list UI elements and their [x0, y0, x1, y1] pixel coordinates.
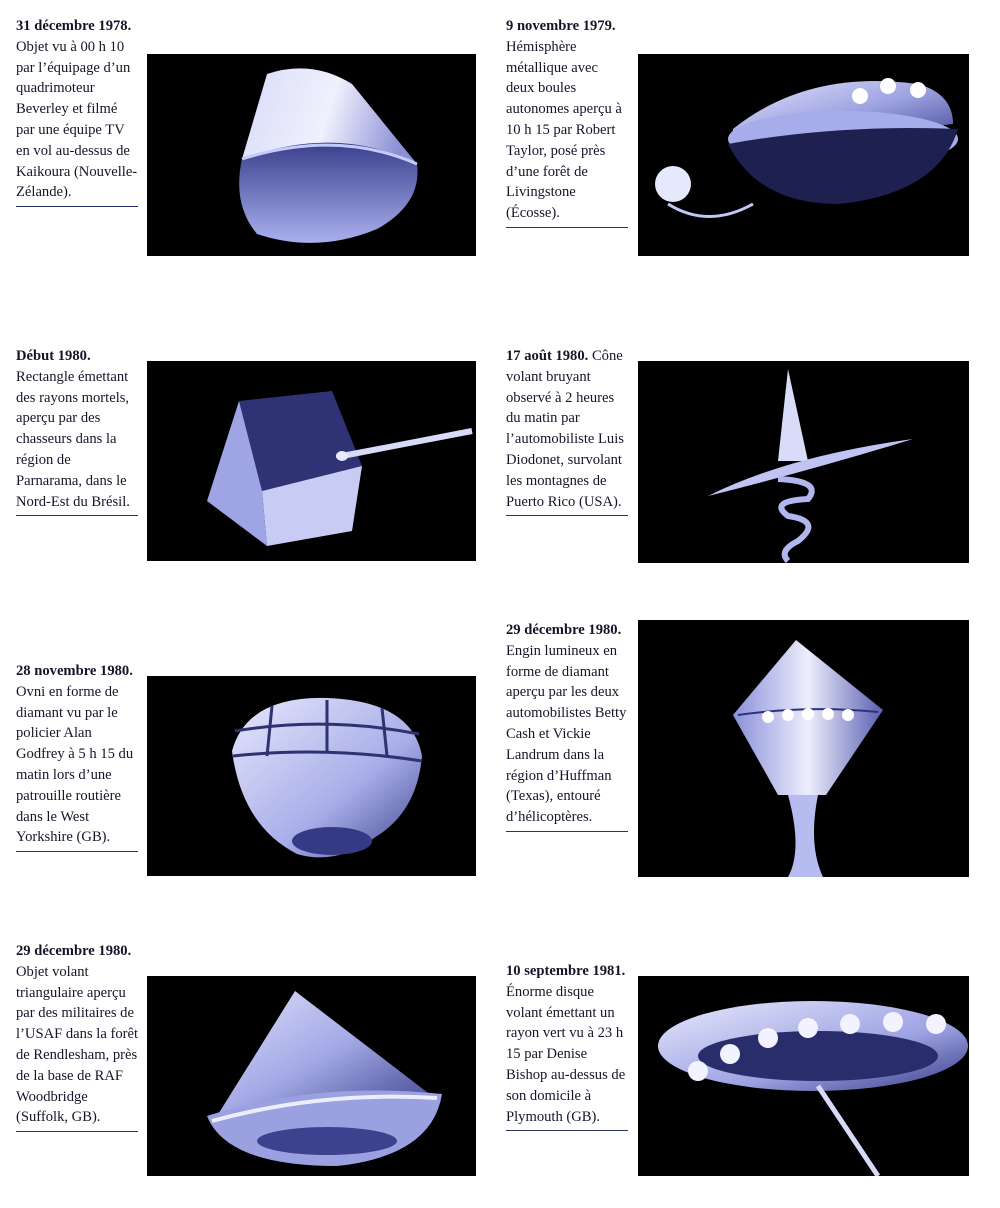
caption-text: Ovni en forme de diamant vu par le policier Alan Godfrey à 5 h 15 du matin lors d’une patrouille routière dans le West Yorkshire (GB).: [16, 683, 134, 846]
caption-text: Engin lumineux en forme de diamant aperçu par les deux automobilistes Betty Cash et Vickie Landrum dans la région d’Huffman (Texas), entouré d’hélicoptères.: [506, 642, 627, 826]
caption-date: 9 novembre 1979.: [506, 18, 616, 34]
caption-text: Objet vu à 00 h 10 par l’équipage d’un quadrimoteur Beverley et filmé par une équipe TV en vol au-dessus de Kaikoura (Nouvelle-Zélande).: [16, 38, 138, 201]
caption-date: 29 décembre 1980.: [16, 943, 132, 959]
illustration-capsule-ufo: [147, 54, 476, 256]
caption-puerto-rico: [506, 346, 628, 516]
illustration-hemisphere-ufo: [638, 54, 969, 256]
caption-text: Rectangle émettant des rayons mortels, aperçu par des chasseurs dans la région de Parnarama, dans le Nord-Est du Brésil.: [16, 368, 130, 510]
caption-date: 29 décembre 1980.: [506, 622, 622, 638]
illustration-diamond-ufo: [638, 620, 969, 877]
caption-parnarama: [16, 346, 138, 516]
caption-text: Cône volant bruyant observé à 2 heures du matin par l’automobiliste Luis Diodonet, survolant les montagnes de Puerto Rico (USA).: [506, 348, 624, 510]
caption-date: 10 septembre 1981.: [506, 963, 626, 979]
caption-kaikoura: [16, 16, 138, 207]
caption-livingstone: [506, 16, 628, 228]
illustration-disc-ufo: [638, 976, 969, 1176]
caption-text: Objet volant triangulaire aperçu par des militaires de l’USAF dans la forêt de Rendlesham, près de la base de RAF Woodbridge (Suffolk, GB).: [16, 963, 139, 1126]
caption-text: Hémisphère métallique avec deux boules autonomes aperçu à 10 h 15 par Robert Taylor, posé près d’une forêt de Livingstone (Écosse).: [506, 38, 622, 222]
caption-date: 31 décembre 1978.: [16, 18, 132, 34]
illustration-triangular-ufo: [147, 976, 476, 1176]
caption-huffman: [506, 620, 628, 832]
caption-date: 28 novembre 1980.: [16, 663, 133, 679]
caption-west-yorkshire: [16, 661, 138, 852]
illustration-windowed-ufo: [147, 676, 476, 876]
caption-plymouth: [506, 961, 628, 1131]
caption-text: Énorme disque volant émettant un rayon vert vu à 23 h 15 par Denise Bishop au-dessus de son domicile à Plymouth (GB).: [506, 983, 626, 1125]
caption-rendlesham: [16, 941, 138, 1132]
illustration-cone-ufo: [638, 361, 969, 563]
caption-date: 17 août 1980.: [506, 348, 589, 364]
illustration-cube-ufo: [147, 361, 476, 561]
caption-date: Début 1980.: [16, 348, 91, 364]
